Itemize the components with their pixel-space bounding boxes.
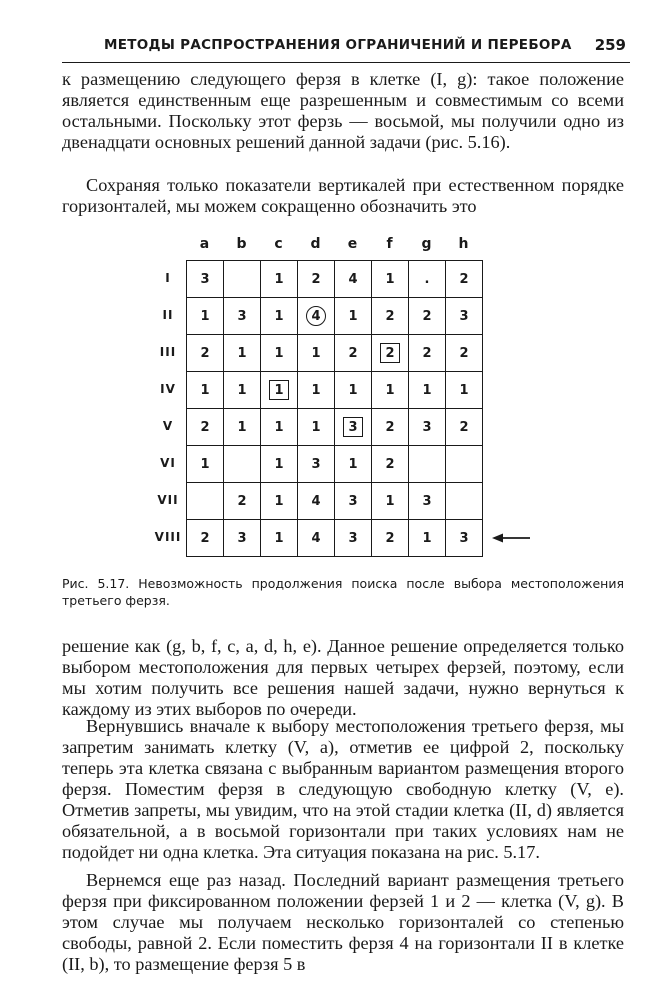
- cell-value: 1: [348, 382, 358, 398]
- cell-value: 3: [348, 530, 358, 546]
- board-cell: [371, 408, 409, 446]
- board-cell: [223, 260, 261, 298]
- board-cell: [408, 371, 446, 409]
- board-cell: [186, 408, 224, 446]
- board-cell: [186, 371, 224, 409]
- cell-value: 4: [348, 271, 358, 287]
- cell-value: 1: [311, 345, 321, 361]
- cell-value: 1: [200, 308, 210, 324]
- paragraph-5: Вернемся еще раз назад. Последний вариант размещения третьего ферзя при фиксированном положении ферзей 1 и 2 — клетка (V, g). В этом случае мы получаем несколько горизонталей со степенью свободы, равной 2. Если поместить ферзя 4 на горизонтали II в клетке (II, b), то размещение ферзя 5 в: [62, 870, 624, 974]
- board-cell: [297, 334, 335, 372]
- cell-value: 1: [237, 419, 247, 435]
- cell-value: [232, 454, 252, 474]
- arrow-left-icon: [492, 530, 532, 546]
- cell-value: 2: [237, 493, 247, 509]
- cell-value: 2: [200, 530, 210, 546]
- row-label: I: [165, 270, 171, 285]
- cell-value: 2: [311, 271, 321, 287]
- running-head: [62, 30, 630, 63]
- board-cell: [334, 260, 372, 298]
- cell-value: 1: [385, 493, 395, 509]
- row-label: VI: [160, 455, 176, 470]
- cell-value: 3: [422, 419, 432, 435]
- board-cell: [223, 371, 261, 409]
- board-cell: [297, 297, 335, 335]
- cell-value: 1: [348, 456, 358, 472]
- cell-value: 2: [459, 345, 469, 361]
- queen-circle-marker: 4: [306, 306, 326, 326]
- board-cell: [223, 445, 261, 483]
- cell-value: 3: [459, 308, 469, 324]
- queen-box-marker: 3: [343, 417, 363, 437]
- row-label: IV: [160, 381, 176, 396]
- board-cell: [223, 334, 261, 372]
- board-cell: [371, 519, 409, 557]
- board-cell: [334, 408, 372, 446]
- cell-value: 2: [200, 345, 210, 361]
- cell-value: 3: [237, 308, 247, 324]
- board-cell: [445, 482, 483, 520]
- cell-value: 4: [311, 493, 321, 509]
- board-cell: [223, 482, 261, 520]
- cell-value: 2: [459, 419, 469, 435]
- paragraph-3: решение как (g, b, f, c, a, d, h, e). Данное решение определяется только выбором местоположения для первых четырех ферзей, поэтому, если мы хотим получить все решения нашей задачи, нужно вернуться к каждому из этих выборов по очереди.: [62, 636, 624, 719]
- cell-value: 2: [200, 419, 210, 435]
- queen-box-marker: 2: [380, 343, 400, 363]
- board-cell: [186, 519, 224, 557]
- board-cell: [297, 408, 335, 446]
- cell-value: 1: [274, 493, 284, 509]
- row-label: II: [162, 307, 174, 322]
- board-cell: [297, 482, 335, 520]
- cell-value: 3: [237, 530, 247, 546]
- paragraph-2: Сохраняя только показатели вертикалей при естественном порядке горизонталей, мы можем сокращенно обозначить это: [62, 175, 624, 216]
- row-label: VIII: [154, 529, 182, 544]
- board-cell: [445, 519, 483, 557]
- cell-value: 1: [237, 345, 247, 361]
- column-label: e: [347, 236, 358, 252]
- board-cell: [260, 371, 298, 409]
- board-cell: [223, 408, 261, 446]
- cell-value: 1: [274, 345, 284, 361]
- cell-value: 3: [348, 493, 358, 509]
- board-cell: [297, 260, 335, 298]
- board-cell: [445, 371, 483, 409]
- board-cell: [371, 445, 409, 483]
- board-cell: [260, 408, 298, 446]
- cell-value: 1: [311, 419, 321, 435]
- board-cell: [223, 519, 261, 557]
- figure-caption: Рис. 5.17. Невозможность продолжения поиска после выбора местоположения третьего ферзя.: [62, 576, 624, 608]
- cell-value: 2: [385, 419, 395, 435]
- board-cell: [334, 371, 372, 409]
- cell-value: 1: [200, 382, 210, 398]
- cell-value: [195, 491, 215, 511]
- cell-value: 1: [385, 271, 395, 287]
- board-cell: [408, 445, 446, 483]
- board-cell: [297, 445, 335, 483]
- board-cell: [408, 408, 446, 446]
- board-cell: [260, 260, 298, 298]
- row-label: V: [162, 418, 174, 433]
- cell-value: [232, 269, 252, 289]
- queen-box-marker: 1: [269, 380, 289, 400]
- board-cell: [186, 445, 224, 483]
- board-cell: [408, 482, 446, 520]
- board-cell: [445, 260, 483, 298]
- column-label: h: [458, 236, 469, 252]
- board-cell: [408, 260, 446, 298]
- cell-value: 2: [385, 308, 395, 324]
- board-cell: [371, 482, 409, 520]
- cell-value: 2: [459, 271, 469, 287]
- board-cell: [186, 260, 224, 298]
- column-label: g: [421, 236, 432, 252]
- board-cell: [334, 445, 372, 483]
- board-cell: [371, 334, 409, 372]
- board-cell: [186, 482, 224, 520]
- page-number: 259: [594, 36, 626, 54]
- board-cell: [408, 297, 446, 335]
- board-cell: [223, 297, 261, 335]
- column-label: a: [199, 236, 210, 252]
- cell-value: 2: [422, 308, 432, 324]
- cell-value: 1: [200, 456, 210, 472]
- running-title: МЕТОДЫ РАСПРОСТРАНЕНИЯ ОГРАНИЧЕНИЙ И ПЕРЕБОРА: [104, 37, 572, 53]
- board-cell: [260, 334, 298, 372]
- board-cell: [408, 519, 446, 557]
- cell-value: 1: [422, 530, 432, 546]
- board-cell: [260, 482, 298, 520]
- column-label: b: [236, 236, 247, 252]
- cell-value: 1: [311, 382, 321, 398]
- cell-value: 2: [348, 345, 358, 361]
- board-cell: [371, 371, 409, 409]
- paragraph-1: к размещению следующего ферзя в клетке (I, g): такое положение является единственным еще разрешенным и совместимым со всеми остальными. Поскольку этот ферзь — восьмой, мы получили одно из двенадцати основных решений данной задачи (рис. 5.16).: [62, 69, 624, 152]
- cell-value: 3: [200, 271, 210, 287]
- column-label: d: [310, 236, 321, 252]
- row-label: III: [159, 344, 177, 359]
- cell-value: 1: [237, 382, 247, 398]
- board-cell: [334, 297, 372, 335]
- board-cell: [186, 334, 224, 372]
- cell-value: [454, 454, 474, 474]
- cell-value: 3: [422, 493, 432, 509]
- cell-value: 1: [459, 382, 469, 398]
- column-label: c: [274, 236, 283, 252]
- board-cell: [260, 519, 298, 557]
- cell-value: 1: [274, 456, 284, 472]
- board-cell: [445, 408, 483, 446]
- cell-value: 1: [348, 308, 358, 324]
- board-cell: [445, 297, 483, 335]
- board-cell: [260, 297, 298, 335]
- board-cell: [334, 482, 372, 520]
- board-cell: [445, 445, 483, 483]
- cell-value: 1: [385, 382, 395, 398]
- cell-value: 1: [274, 530, 284, 546]
- board-cell: [445, 334, 483, 372]
- board-cell: [371, 297, 409, 335]
- cell-value: 3: [459, 530, 469, 546]
- board-cell: [186, 297, 224, 335]
- cell-value: 3: [311, 456, 321, 472]
- cell-value: 1: [422, 382, 432, 398]
- board-cell: [260, 445, 298, 483]
- cell-value: [417, 454, 437, 474]
- cell-value: 1: [274, 419, 284, 435]
- cell-value: 1: [274, 308, 284, 324]
- cell-value: 2: [422, 345, 432, 361]
- chessboard-grid: [186, 260, 481, 556]
- cell-value: .: [424, 271, 430, 287]
- board-cell: [297, 371, 335, 409]
- board-cell: [371, 260, 409, 298]
- board-cell: [408, 334, 446, 372]
- cell-value: 2: [385, 530, 395, 546]
- cell-value: 1: [274, 271, 284, 287]
- board-cell: [334, 519, 372, 557]
- column-label: f: [386, 236, 393, 252]
- paragraph-4: Вернувшись вначале к выбору местоположения третьего ферзя, мы запретим занимать клетку (V, a), отметив ее цифрой 2, поскольку теперь эта клетка связана с выбранным вариантом размещения второго ферзя. Поместим ферзя в следующую свободную клетку (V, e). Отметив запреты, мы увидим, что на этой стадии клетка (II, d) является обязательной, а в восьмой горизонтали при таких условиях нам не подойдет ни одна клетка. Эта ситуация показана на рис. 5.17.: [62, 716, 624, 862]
- cell-value: 4: [311, 530, 321, 546]
- board-cell: [334, 334, 372, 372]
- board-cell: [297, 519, 335, 557]
- cell-value: [454, 491, 474, 511]
- cell-value: 2: [385, 456, 395, 472]
- row-label: VII: [157, 492, 179, 507]
